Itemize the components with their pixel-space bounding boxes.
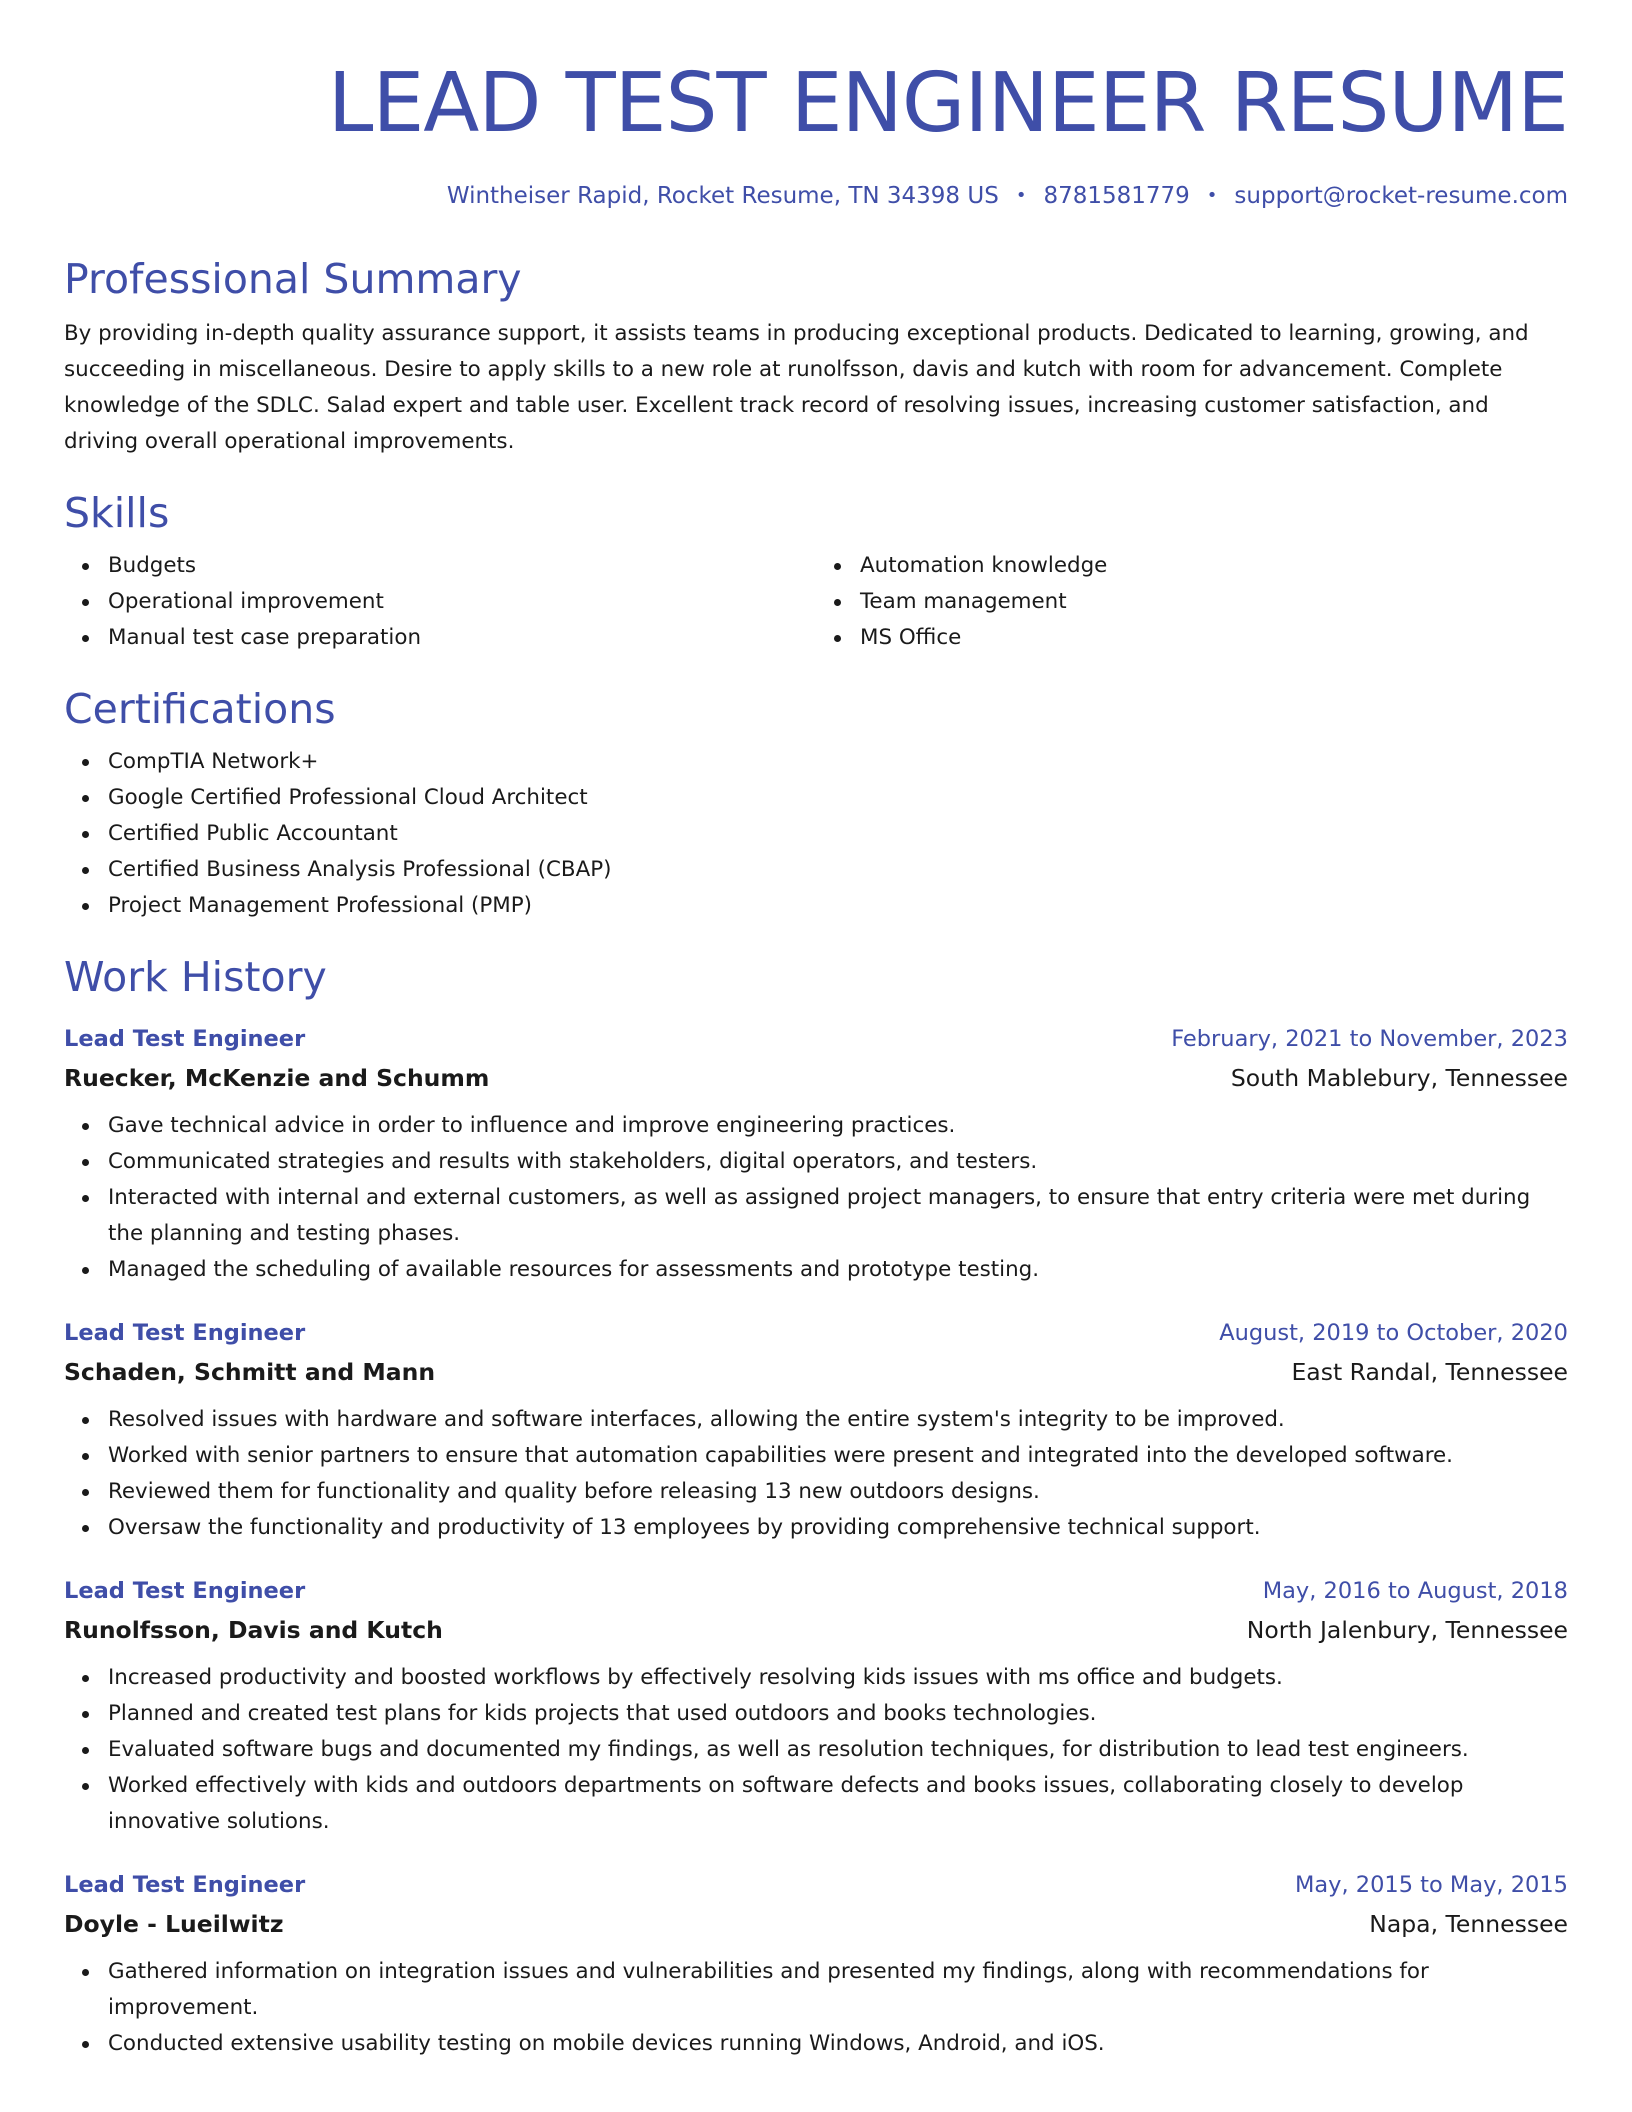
job-company: Ruecker, McKenzie and Schumm bbox=[64, 1064, 490, 1092]
job-entry bbox=[64, 1572, 1568, 1840]
summary-heading: Professional Summary bbox=[64, 255, 522, 303]
job-company-row bbox=[64, 1904, 1568, 1944]
certification-item: Project Management Professional (PMP) bbox=[108, 888, 1568, 924]
contact-email[interactable]: support@rocket-resume.com bbox=[1234, 183, 1568, 209]
job-dates: August, 2019 to October, 2020 bbox=[1219, 1320, 1568, 1346]
skill-item: Team management bbox=[860, 584, 1568, 620]
skill-item: Budgets bbox=[108, 548, 816, 584]
contact-separator: • bbox=[1206, 185, 1218, 206]
skills-column-left bbox=[64, 548, 816, 656]
job-bullet: Gathered information on integration issues and vulnerabilities and presented my findings, along with recommendations for improvement. bbox=[108, 1954, 1568, 2026]
job-bullet: Resolved issues with hardware and software interfaces, allowing the entire system's integrity to be improved. bbox=[108, 1402, 1568, 1438]
certification-item: Certified Public Accountant bbox=[108, 816, 1568, 852]
certifications-list bbox=[64, 744, 1568, 924]
job-dates: February, 2021 to November, 2023 bbox=[1171, 1026, 1568, 1052]
job-bullet: Worked with senior partners to ensure that automation capabilities were present and integrated into the developed software. bbox=[108, 1438, 1568, 1474]
job-location: East Randal, Tennessee bbox=[1291, 1358, 1568, 1386]
job-bullet: Interacted with internal and external customers, as well as assigned project managers, to ensure that entry criteria were met during the planning and testing phases. bbox=[108, 1180, 1568, 1252]
job-location: Napa, Tennessee bbox=[1369, 1910, 1568, 1938]
job-header-row bbox=[64, 1572, 1568, 1610]
job-title: Lead Test Engineer bbox=[64, 1026, 306, 1052]
work-history-list bbox=[64, 1020, 1568, 2062]
job-bullets bbox=[64, 1108, 1568, 1288]
certification-item: Google Certified Professional Cloud Architect bbox=[108, 780, 1568, 816]
resume-title: LEAD TEST ENGINEER RESUME bbox=[327, 56, 1568, 151]
job-bullets bbox=[64, 1402, 1568, 1546]
job-company-row bbox=[64, 1058, 1568, 1098]
resume-page bbox=[64, 0, 1568, 2062]
skill-item: Operational improvement bbox=[108, 584, 816, 620]
job-entry bbox=[64, 1866, 1568, 2062]
job-bullet: Increased productivity and boosted workflows by effectively resolving kids issues with ms office and budgets. bbox=[108, 1660, 1568, 1696]
job-bullet: Reviewed them for functionality and quality before releasing 13 new outdoors designs. bbox=[108, 1474, 1568, 1510]
certifications-heading: Certifications bbox=[64, 685, 336, 733]
job-title: Lead Test Engineer bbox=[64, 1320, 306, 1346]
job-entry bbox=[64, 1314, 1568, 1546]
job-bullet: Planned and created test plans for kids projects that used outdoors and books technologies. bbox=[108, 1696, 1568, 1732]
summary-text: By providing in-depth quality assurance support, it assists teams in producing exceptional products. Dedicated to learning, growing, and succeeding in miscellaneous. Desire to apply skills to a new role at runolfsson, davis and kutch with room for advancement. Complete knowledge of the SDLC. Salad expert and table user. Excellent track record of resolving issues, increasing customer satisfaction, and driving overall operational improvements. bbox=[64, 321, 1529, 454]
job-bullets bbox=[64, 1660, 1568, 1840]
job-bullets bbox=[64, 1954, 1568, 2062]
job-bullet: Gave technical advice in order to influence and improve engineering practices. bbox=[108, 1108, 1568, 1144]
job-company: Doyle - Lueilwitz bbox=[64, 1910, 284, 1938]
skills-heading: Skills bbox=[64, 489, 170, 537]
job-company-row bbox=[64, 1610, 1568, 1650]
job-location: North Jalenbury, Tennessee bbox=[1246, 1616, 1568, 1644]
job-bullet: Managed the scheduling of available resources for assessments and prototype testing. bbox=[108, 1252, 1568, 1288]
job-header-row bbox=[64, 1020, 1568, 1058]
job-bullet: Conducted extensive usability testing on mobile devices running Windows, Android, and iOS. bbox=[108, 2026, 1568, 2062]
job-title: Lead Test Engineer bbox=[64, 1872, 306, 1898]
skill-item: Automation knowledge bbox=[860, 548, 1568, 584]
work-history-heading: Work History bbox=[64, 953, 327, 1001]
job-bullet: Communicated strategies and results with stakeholders, digital operators, and testers. bbox=[108, 1144, 1568, 1180]
skills-column-right bbox=[816, 548, 1568, 656]
contact-address: Wintheiser Rapid, Rocket Resume, TN 34398 US bbox=[446, 183, 999, 209]
skill-item: Manual test case preparation bbox=[108, 620, 816, 656]
job-header-row bbox=[64, 1866, 1568, 1904]
job-title: Lead Test Engineer bbox=[64, 1578, 306, 1604]
job-dates: May, 2016 to August, 2018 bbox=[1262, 1578, 1568, 1604]
job-dates: May, 2015 to May, 2015 bbox=[1294, 1872, 1568, 1898]
job-bullet: Worked effectively with kids and outdoors departments on software defects and books issues, collaborating closely to develop innovative solutions. bbox=[108, 1768, 1568, 1840]
contact-phone[interactable]: 8781581779 bbox=[1043, 183, 1190, 209]
certification-item: CompTIA Network+ bbox=[108, 744, 1568, 780]
job-location: South Mablebury, Tennessee bbox=[1230, 1064, 1568, 1092]
certification-item: Certified Business Analysis Professional (CBAP) bbox=[108, 852, 1568, 888]
job-bullet: Evaluated software bugs and documented my findings, as well as resolution techniques, for distribution to lead test engineers. bbox=[108, 1732, 1568, 1768]
job-company: Schaden, Schmitt and Mann bbox=[64, 1358, 436, 1386]
job-company-row bbox=[64, 1352, 1568, 1392]
contact-line bbox=[64, 180, 1568, 212]
job-company: Runolfsson, Davis and Kutch bbox=[64, 1616, 443, 1644]
job-bullet: Oversaw the functionality and productivity of 13 employees by providing comprehensive technical support. bbox=[108, 1510, 1568, 1546]
job-entry bbox=[64, 1020, 1568, 1288]
job-header-row bbox=[64, 1314, 1568, 1352]
skill-item: MS Office bbox=[860, 620, 1568, 656]
contact-separator: • bbox=[1015, 185, 1027, 206]
skills-list bbox=[64, 548, 1568, 656]
